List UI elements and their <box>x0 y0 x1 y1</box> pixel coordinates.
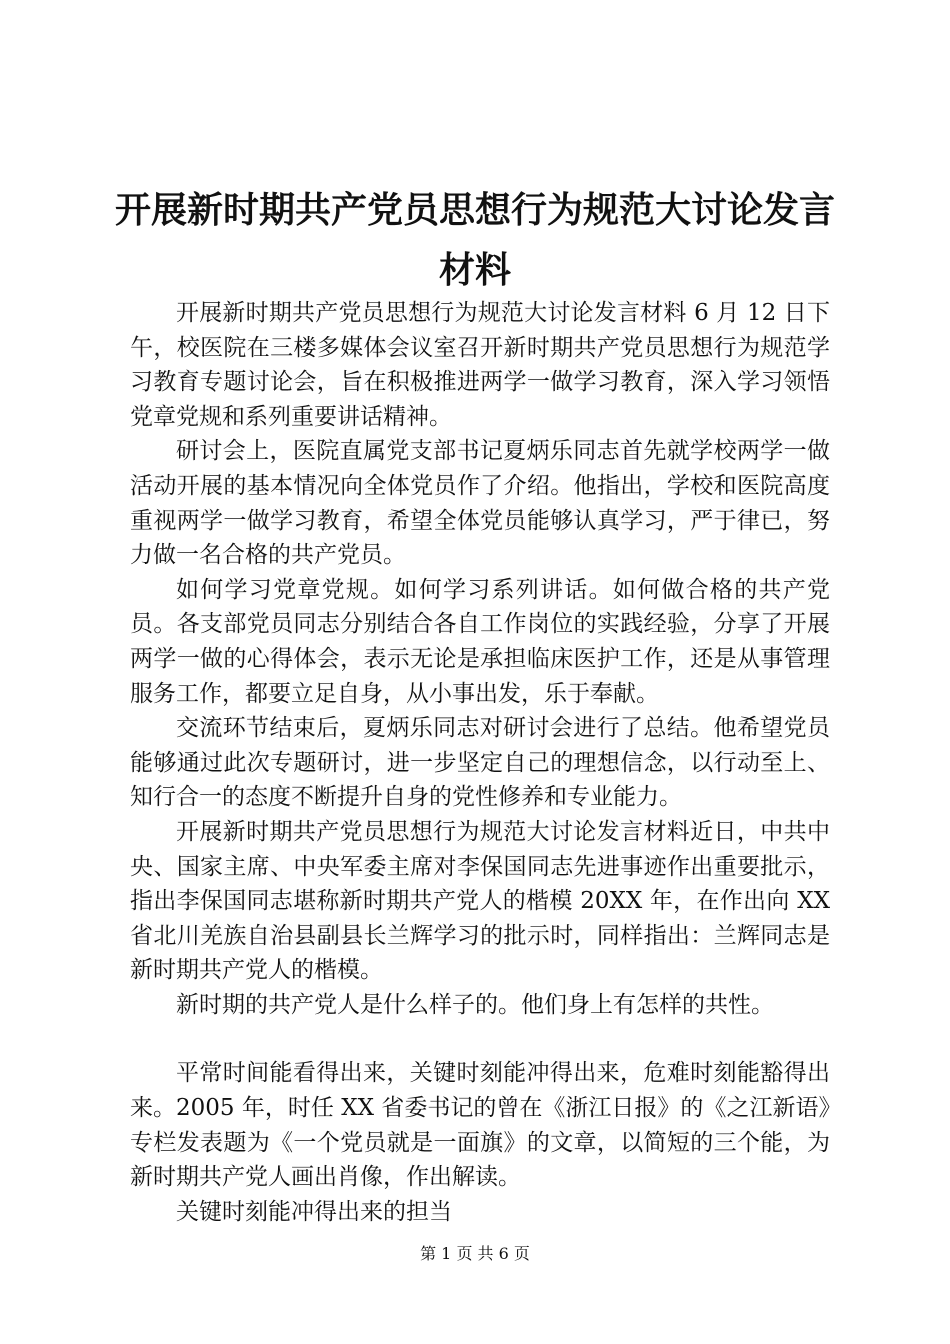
page-indicator: 第 1 页 共 6 页 <box>420 1244 530 1263</box>
body-paragraph-5: 开展新时期共产党员思想行为规范大讨论发言材料近日，中共中央、国家主席、中央军委主席对李保国同志先进事迹作出重要批示，指出李保国同志堪称新时期共产党人的楷模 20XX 年，在作出向 XX 省北川羌族自治县副县长兰辉学习的批示时，同样指出：兰辉同志是新时期共产党人的楷模。 <box>130 818 830 984</box>
body-paragraph-7: 平常时间能看得出来，关键时刻能冲得出来，危难时刻能豁得出来。2005 年，时任 XX 省委书记的曾在《浙江日报》的《之江新语》专栏发表题为《一个党员就是一面旗》的文章，以简短的三个能，为新时期共产党人画出肖像，作出解读。 <box>130 1060 830 1191</box>
document-title-line-2: 材料 <box>438 249 511 291</box>
document-title-line-1: 开展新时期共产党员思想行为规范大讨论发言 <box>114 189 835 231</box>
body-paragraph-4: 交流环节结束后，夏炳乐同志对研讨会进行了总结。他希望党员能够通过此次专题研讨，进一步坚定自己的理想信念，以行动至上、知行合一的态度不断提升自身的党性修养和专业能力。 <box>130 715 830 811</box>
page-footer <box>0 1244 950 1264</box>
body-paragraph-1: 开展新时期共产党员思想行为规范大讨论发言材料 6 月 12 日下午，校医院在三楼多媒体会议室召开新时期共产党员思想行为规范学习教育专题讨论会，旨在积极推进两学一做学习教育，深入学习领悟党章党规和系列重要讲话精神。 <box>130 300 830 430</box>
document-body <box>130 296 830 1229</box>
body-paragraph-6: 新时期的共产党人是什么样子的。他们身上有怎样的共性。 <box>176 991 774 1018</box>
body-paragraph-8: 关键时刻能冲得出来的担当 <box>176 1198 452 1225</box>
body-paragraph-3: 如何学习党章党规。如何学习系列讲话。如何做合格的共产党员。各支部党员同志分别结合各自工作岗位的实践经验，分享了开展两学一做的心得体会，表示无论是承担临床医护工作，还是从事管理服务工作，都要立足自身，从小事出发，乐于奉献。 <box>130 576 830 707</box>
body-paragraph-2: 研讨会上，医院直属党支部书记夏炳乐同志首先就学校两学一做活动开展的基本情况向全体党员作了介绍。他指出，学校和医院高度重视两学一做学习教育，希望全体党员能够认真学习，严于律已，努力做一名合格的共产党员。 <box>130 438 830 569</box>
